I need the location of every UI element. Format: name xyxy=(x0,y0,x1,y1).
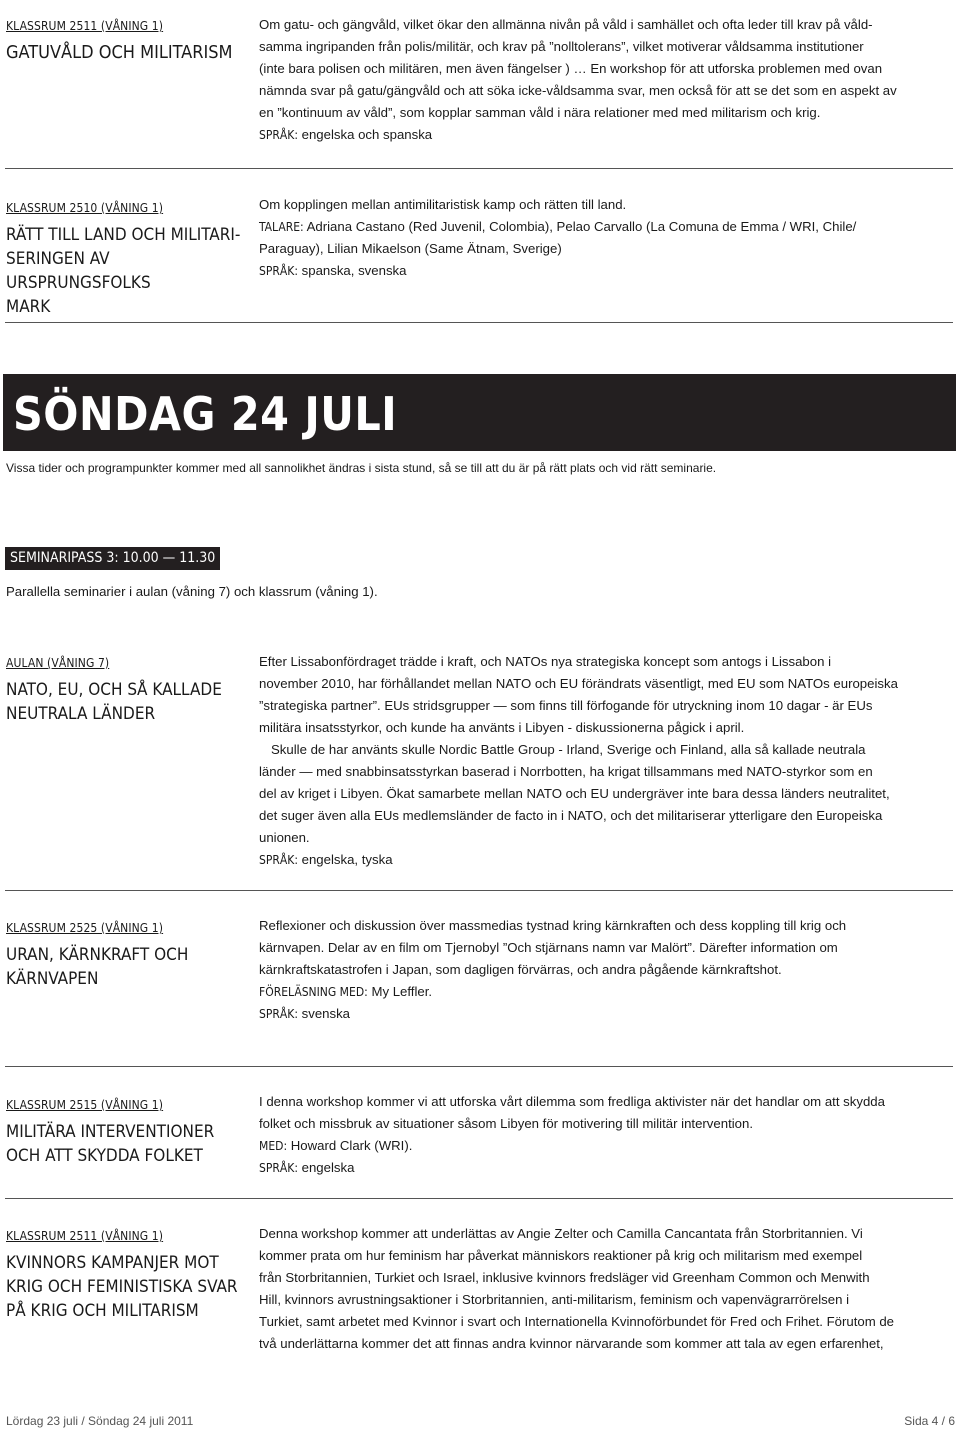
body-line: I denna workshop kommer vi att utforska vårt dilemma som fredliga aktivister när det handlar om att skydda xyxy=(259,1094,885,1109)
body-line: Skulle de har använts skulle Nordic Battle Group - Irland, Sverige och Finland, alla så kallade neutrala xyxy=(271,742,866,757)
room-label: KLASSRUM 2511 (VÅNING 1) xyxy=(6,1229,164,1243)
session-body xyxy=(259,651,955,871)
speaker-line: FÖRELÄSNING MED: My Leffler. xyxy=(259,984,433,999)
body-line: kärnvapen. Delar av en film om Tjernobyl ”Och stjärnans namn var Malört”. Därefter information om xyxy=(259,940,838,955)
session-title: RÄTT TILL LAND OCH MILITARI- SERINGEN AV URSPRUNGSFOLKS MARK xyxy=(6,225,241,317)
divider xyxy=(5,890,953,891)
body-line: unionen. xyxy=(259,830,310,845)
divider xyxy=(5,1066,953,1067)
room-label: AULAN (VÅNING 7) xyxy=(6,656,110,670)
body-line: del av kriget i Libyen. Ökat samarbete mellan NATO och EU undergräver inte bara dessa länders neutralitet, xyxy=(259,786,890,801)
body-line: kommer prata om hur feminism har påverkat människors reaktioner på krig och militarism med exempel xyxy=(259,1248,863,1263)
session-body xyxy=(259,14,955,146)
body-line: samma ingripanden från polis/militär, och krav på ”nolltolerans”, vilket motiverar våldsamma institutioner xyxy=(259,39,864,54)
session-title: GATUVÅLD OCH MILITARISM xyxy=(6,42,233,63)
body-line: Om gatu- och gängvåld, vilket ökar den allmänna nivån på våld i samhället och ofta leder till krav på våld- xyxy=(259,17,873,32)
body-line: militära insatsstyrkor, och kunde ha använts i Libyen - diskussionerna pågick i april. xyxy=(259,720,745,735)
language-line: SPRÅK: engelska, tyska xyxy=(259,852,393,867)
divider xyxy=(5,168,953,169)
body-line: ”strategiska partner”. EUs stridsgrupper — som finns till förfogande för utryckning inom 10 dagar - är EUs xyxy=(259,698,873,713)
body-line: Turkiet, samt arbetet med Kvinnor i svart och Internationella Kvinnoförbundet för Fred och Frihet. Förutom de xyxy=(259,1314,895,1329)
session-title: MILITÄRA INTERVENTIONER OCH ATT SKYDDA FOLKET xyxy=(6,1122,215,1166)
language-line: SPRÅK: engelska xyxy=(259,1160,355,1175)
session-header xyxy=(6,200,244,319)
body-line: det suger även alla EUs medlemsländer de facto in i NATO, och det militariserar ytterligare den Europeiska xyxy=(259,808,883,823)
speaker-line: MED: Howard Clark (WRI). xyxy=(259,1138,413,1153)
session-header xyxy=(6,1228,244,1323)
body-line: en ”kontinuum av våld”, som kopplar samman våld i nära relationer med med militarism och krig. xyxy=(259,105,821,120)
session-body xyxy=(259,194,955,282)
body-line: Efter Lissabonfördraget trädde i kraft, och NATOs nya strategiska koncept som antogs i Lissabon i xyxy=(259,654,831,669)
session-body xyxy=(259,1223,955,1355)
session-title: URAN, KÄRNKRAFT OCH KÄRNVAPEN xyxy=(6,945,189,989)
language-line: SPRÅK: spanska, svenska xyxy=(259,263,407,278)
session-body xyxy=(259,1091,955,1179)
body-line: Denna workshop kommer att underlättas av Angie Zelter och Camilla Cancantata från Storbritannien. Vi xyxy=(259,1226,863,1241)
body-line: länder — med snabbinsatsstyrkan baserad i Norrbotten, ha krigat tillsammans med NATO-styrkor som en xyxy=(259,764,873,779)
body-line: kärnkraftskatastrofen i Japan, som dagligen förvärras, och andra pågående kärnkraftshot. xyxy=(259,962,782,977)
speaker-line: Paraguay), Lilian Mikaelson (Same Ätnam, Sverige) xyxy=(259,241,562,256)
room-label: KLASSRUM 2510 (VÅNING 1) xyxy=(6,201,164,215)
footer-page-number: Sida 4 / 6 xyxy=(904,1414,955,1428)
seminar-pass-label: SEMINARIPASS 3: 10.00 — 11.30 xyxy=(5,547,220,570)
day-title: SÖNDAG 24 JULI xyxy=(13,387,398,441)
body-line: (inte bara polisen och militären, men även fängelser ) … En workshop för att utforska problemen med ovan xyxy=(259,61,883,76)
body-line: två underlättarna kommer det att finnas andra kvinnor närvarande som kommer att tala av egen erfarenhet, xyxy=(259,1336,884,1351)
schedule-notice: Vissa tider och programpunkter kommer med all sannolikhet ändras i sista stund, så se till att du är på rätt plats och vid rätt seminarie. xyxy=(6,461,717,475)
body-line: november 2010, har förhållandet mellan NATO och EU förändrats väsentligt, med EU som NATOs europeiska xyxy=(259,676,898,691)
session-title: NATO, EU, OCH SÅ KALLADE NEUTRALA LÄNDER xyxy=(6,680,222,724)
session-header xyxy=(6,18,244,65)
divider xyxy=(5,1198,953,1199)
body-line: folket och missbruk av situationer såsom Libyen för motivering till militär intervention. xyxy=(259,1116,753,1131)
session-header xyxy=(6,1097,244,1168)
room-label: KLASSRUM 2515 (VÅNING 1) xyxy=(6,1098,164,1112)
body-line: från Storbritannien, Turkiet och Israel, inklusive kvinnors fredsläger vid Greenham Common och Menwith xyxy=(259,1270,870,1285)
seminar-pass-description: Parallella seminarier i aulan (våning 7) och klassrum (våning 1). xyxy=(6,584,378,599)
session-header xyxy=(6,920,244,991)
session-header xyxy=(6,655,244,726)
room-label: KLASSRUM 2511 (VÅNING 1) xyxy=(6,19,164,33)
body-line: Hill, kvinnors avrustningsaktioner i Storbritannien, anti-militarism, feminism och vapenvägrarrörelsen i xyxy=(259,1292,850,1307)
language-line: SPRÅK: engelska och spanska xyxy=(259,127,433,142)
footer-date: Lördag 23 juli / Söndag 24 juli 2011 xyxy=(6,1414,194,1428)
divider xyxy=(5,322,953,323)
session-title: KVINNORS KAMPANJER MOT KRIG OCH FEMINISTISKA SVAR PÅ KRIG OCH MILITARISM xyxy=(6,1253,238,1321)
language-line: SPRÅK: svenska xyxy=(259,1006,351,1021)
session-body xyxy=(259,915,955,1025)
body-line: Om kopplingen mellan antimilitaristisk kamp och rätten till land. xyxy=(259,197,627,212)
body-line: nämnda svar på gatu/gängvåld och att söka icke-våldsamma svar, men också för att se det som en aspekt av xyxy=(259,83,897,98)
speaker-line: TALARE: Adriana Castano (Red Juvenil, Colombia), Pelao Carvallo (La Comuna de Emma / WRI, Chile/ xyxy=(259,219,857,234)
room-label: KLASSRUM 2525 (VÅNING 1) xyxy=(6,921,164,935)
day-banner xyxy=(3,374,956,451)
body-line: Reflexioner och diskussion över massmedias tystnad kring kärnkraften och dess koppling till krig och xyxy=(259,918,847,933)
